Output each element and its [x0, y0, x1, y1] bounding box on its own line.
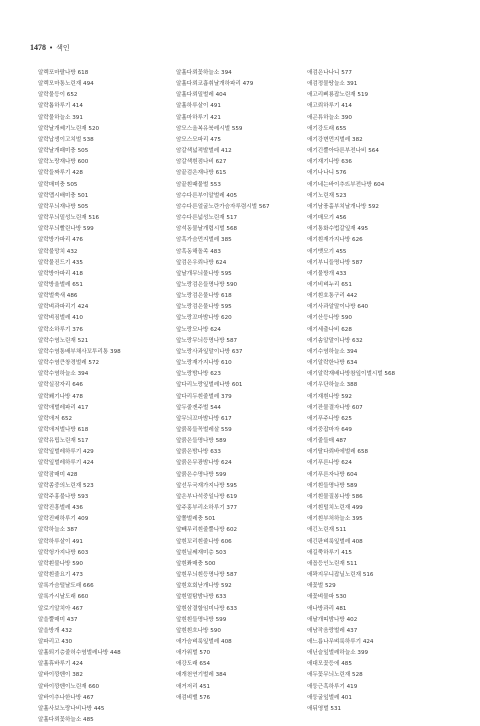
- index-entry: 암수다른넓성노린재 517: [176, 215, 238, 222]
- index-entry: 애기산등나방 590: [307, 315, 352, 322]
- index-entry: 앞노랑꼬마밤나방 620: [176, 315, 232, 322]
- index-entry: 알흘다뢰밀벌레 404: [176, 92, 227, 99]
- index-entry: 애고리삐룡잡노린재 519: [307, 92, 369, 99]
- index-entry: 애대모꽃등에 485: [307, 661, 352, 668]
- index-entry: 애기흰재가지나방 626: [307, 237, 363, 244]
- index-entry: 앞붉은무광밤나방 624: [176, 460, 232, 467]
- index-entry: 애기푸주나방 625: [307, 415, 352, 422]
- index-entry: 앞흰호회낟개나방 592: [176, 583, 232, 590]
- index-entry: 암갈색흰점나비 627: [176, 159, 227, 166]
- index-entry: 알락진배하루기 409: [38, 516, 89, 523]
- index-entry: 앞흰멀탐밤나방 633: [176, 594, 227, 601]
- index-entry: 애가위벌 570: [176, 650, 211, 657]
- index-entry: 애기나나니 576: [307, 170, 347, 177]
- index-entry: 애기비벼누리 651: [307, 281, 352, 288]
- index-entry: 알락벌쑥새 486: [38, 293, 78, 300]
- index-entry: 애기세출나비 628: [307, 326, 352, 333]
- index-entry: 알바이깡벤이 382: [38, 672, 83, 679]
- index-entry: 알락하루살이 491: [38, 538, 83, 545]
- index-entry: 애느릅나무벼룩하루기 424: [307, 638, 374, 645]
- index-entry: 암수다른부이알벌레 405: [176, 192, 238, 199]
- index-entry: 애거저리 451: [176, 683, 211, 690]
- index-entry: 애고뢰하루기 414: [307, 103, 352, 110]
- index-entry: 애검정물땅늘소 391: [307, 81, 358, 88]
- index-entry: 애기흰물질봉나방 586: [307, 493, 363, 500]
- index-entry: 애남작음랑벌레 437: [307, 627, 358, 634]
- index-entry: 애기수염하늘소 394: [307, 348, 358, 355]
- index-entry: 암흑가슴먼지벌레 385: [176, 237, 232, 244]
- index-entry: 앞노랑무늬등명나방 587: [176, 337, 238, 344]
- index-entry: 알락횐불나방 590: [38, 560, 83, 567]
- index-entry: 앞노랑재가지나방 610: [176, 360, 232, 367]
- index-entry: 알락실잠자리 646: [38, 382, 83, 389]
- index-entry: 앞무늬꼬마밤나방 617: [176, 415, 232, 422]
- index-entry: 알락무늬밑성노린재 516: [38, 215, 100, 222]
- index-entry: 알흘휴바루기 424: [38, 661, 83, 668]
- index-entry: 알렉모마통노린재 494: [38, 81, 94, 88]
- index-entry: 알흘다뢰꽃하늘소 485: [38, 717, 94, 724]
- index-entry: 알락방아파리 418: [38, 270, 83, 277]
- index-entry: 애기긴뿔아다른부전나비 564: [307, 148, 379, 155]
- index-entry: 알록가시날도래 660: [38, 594, 89, 601]
- index-entry: 애꽃벌 529: [307, 583, 336, 590]
- index-entry: 알락잠매미 428: [38, 471, 78, 478]
- index-entry: 애기푸른자나방 604: [307, 471, 358, 478]
- index-entry: 암모스모파리 475: [176, 136, 221, 143]
- index-entry: 암석동물날개렵시벌 568: [176, 226, 238, 233]
- index-entry: 애긴판벼룩잎벌레 408: [307, 538, 363, 545]
- index-entry: 애기남풍홀부치날개나방 592: [307, 203, 379, 210]
- index-entry: 알락벼짐벌레 410: [38, 315, 83, 322]
- index-entry: 앞주홍부리소하루기 377: [176, 505, 238, 512]
- index-entry: 애기흰들명나방 589: [307, 482, 358, 489]
- index-entry: 애두꽃무늬노린재 528: [307, 672, 363, 679]
- index-column-3: [307, 68, 435, 715]
- index-entry: 알록가슴털날도래 666: [38, 583, 94, 590]
- index-entry: 애기중잡마자 649: [307, 427, 352, 433]
- index-entry: 알락방울벌레 651: [38, 281, 83, 288]
- index-entry: 암끝검은재나방 615: [176, 170, 227, 177]
- index-entry: 암수다른얼굴노란가슴자루렴시벌 567: [176, 203, 270, 210]
- index-entry: 애긴노린재 511: [307, 527, 347, 534]
- index-entry: 앞검은우뢰나방 624: [176, 259, 227, 266]
- section-title: 색인: [56, 44, 70, 52]
- index-entry: 알파리고 430: [38, 638, 73, 645]
- index-entry: 알락매미충 505: [38, 181, 78, 188]
- index-entry: 애기뱃모기 455: [307, 248, 347, 255]
- header-separator: •: [49, 44, 54, 52]
- index-entry: 알락수염하늘소 394: [38, 371, 89, 378]
- index-entry: 애기사과알말이나방 640: [307, 304, 369, 311]
- index-entry: 알락물등이 652: [38, 92, 78, 99]
- index-entry: 애기줄들매 487: [307, 438, 347, 445]
- index-entry: 앞흰삼결할임미나방 633: [176, 605, 238, 612]
- index-entry: 애기탈다뢰바에벌레 658: [307, 449, 369, 456]
- index-entry: 앞붉폭들꼭벌레살 559: [176, 427, 232, 433]
- index-entry: 알흘하루살이 491: [176, 103, 221, 110]
- index-entry: 알락주홍불나방 593: [38, 493, 89, 500]
- index-entry: 애강도래 654: [176, 661, 211, 668]
- index-entry: 알흘다뢰코흡취날개하파리 479: [176, 81, 254, 88]
- index-entry: 앞노랑검은들명나방 590: [176, 281, 238, 288]
- index-entry: 애둥굴잎벌레 401: [307, 694, 352, 701]
- index-entry: 알락물하늘소 391: [38, 114, 83, 121]
- page-number: 1478: [30, 43, 46, 52]
- index-column-1: [38, 68, 166, 726]
- index-entry: 알락톱하루기 414: [38, 103, 83, 110]
- index-entry: 애기흰털치노린재 499: [307, 505, 363, 512]
- index-entry: 알락벼과파리기 424: [38, 304, 89, 311]
- index-entry: 암끝흰때물벌 553: [176, 181, 221, 188]
- index-entry: 앞흰무늬흰등명나방 587: [176, 572, 238, 579]
- index-entry: 애기재기나방 636: [307, 159, 352, 166]
- index-entry: 애나방과리 481: [307, 605, 347, 612]
- index-entry: 애기알락재배나방참잎이벌시벌 568: [307, 371, 396, 378]
- index-entry: 앞노랑검은물나방 618: [176, 293, 232, 300]
- index-entry: 애닌슬잎벌레하늘소 399: [307, 650, 369, 657]
- index-entry: 애개천연기벌레 384: [176, 672, 227, 679]
- index-entry: 알락날개패미충 505: [38, 148, 89, 155]
- index-entry: 애기재흰나방 592: [307, 393, 352, 400]
- index-entry: 앞다리노랑잎벌레나방 601: [176, 382, 243, 389]
- index-entry: 알렉포마랄나방 618: [38, 70, 89, 76]
- index-entry: 앞빼무리흰줄뿔나방 602: [176, 527, 238, 534]
- index-entry: 애기강변먼지벌레 382: [307, 136, 363, 143]
- index-entry: 앞두줄겐주벌 544: [176, 404, 221, 411]
- index-entry: 애뒤영벌 531: [307, 705, 342, 712]
- index-entry: 애기흰부처하늘소 395: [307, 516, 363, 523]
- index-entry: 알락물진드기 435: [38, 259, 83, 266]
- index-entry: 애기솜알말이나방 632: [307, 337, 363, 344]
- index-entry: 앞노랑밤나방 623: [176, 371, 221, 378]
- index-entry: 알락맵시배미충 501: [38, 192, 89, 199]
- index-entry: 앞노랑모나방 624: [176, 326, 221, 333]
- index-entry: 앞붉은수명나방 599: [176, 471, 227, 478]
- index-entry: 알로기알치아 467: [38, 605, 83, 612]
- index-entry: 알락진흥벌레 436: [38, 505, 83, 512]
- index-entry: 앞선두국재가지나방 595: [176, 482, 238, 489]
- index-entry: 애기흰호통구리 442: [307, 293, 358, 300]
- index-entry: 알락날개쎄기노린재 520: [38, 125, 100, 132]
- index-entry: 알락방가파리 476: [38, 237, 83, 244]
- index-entry: 애꼽등인노린재 511: [307, 560, 358, 567]
- index-entry: 애기네는바이추뜨부전나방 604: [307, 181, 385, 188]
- index-entry: 알락애벌레파리 417: [38, 404, 89, 411]
- index-entry: 알락좀중의노린재 523: [38, 482, 94, 489]
- index-entry: 알락무늬재나방 505: [38, 203, 89, 210]
- index-entry: 암모스올복유북레시벌 559: [176, 125, 243, 132]
- index-entry: 알락수염큰창경벌레 572: [38, 360, 100, 367]
- index-entry: 앞흰흰들명나방 599: [176, 616, 227, 623]
- index-entry: 애곤튜하늘소 390: [307, 114, 352, 121]
- index-entry: 앞흰흰흐나방 590: [176, 627, 221, 634]
- index-entry: 애기통화수법갈잎재 495: [307, 226, 369, 233]
- index-entry: 알락들짜루기 428: [38, 170, 83, 177]
- index-entry: 앞흰닐쎄재미층 503: [176, 549, 227, 556]
- index-column-2: [176, 68, 304, 704]
- index-entry: 앞붉은밤나방 633: [176, 449, 221, 456]
- index-entry: 알락무늬빨린나방 599: [38, 226, 94, 233]
- index-entry: 알흘사보노랑나비나방 445: [38, 705, 105, 712]
- index-entry: 알락납생이고치벌 538: [38, 136, 94, 143]
- index-entry: 애둥근흑하루기 419: [307, 683, 358, 690]
- index-entry: 알바이깡벤이노린재 660: [38, 683, 100, 690]
- index-entry: 암갈색넓적발벌레 412: [176, 148, 232, 155]
- index-entry: 애기물방개 433: [307, 270, 347, 277]
- index-entry: 알락잎벌레하루기 424: [38, 460, 94, 467]
- index-entry: 애기알락한나방 634: [307, 360, 358, 367]
- index-entry: 앞다리두흰줄벌레 379: [176, 393, 232, 400]
- index-entry: 알락헝가지나방 603: [38, 549, 89, 556]
- index-entry: 알흘퇴기층줄허수염벌레나방 448: [38, 650, 121, 657]
- index-entry: 알락애저벌나방 618: [38, 427, 89, 433]
- index-entry: 알락불망치 432: [38, 248, 78, 255]
- index-entry: 앞노랑사과잎말이나방 637: [176, 348, 243, 355]
- index-entry: 애기잔물결자나방 607: [307, 404, 363, 411]
- index-entry: 애검벼밸 576: [176, 694, 211, 701]
- index-entry: 앞은부나석중일나방 619: [176, 493, 238, 500]
- index-entry: 알락수염노린재 521: [38, 337, 89, 344]
- index-entry: 알락하늘소 387: [38, 527, 78, 534]
- index-entry: 알바이추나한나방 467: [38, 694, 94, 701]
- index-entry: 애기부니들명나방 587: [307, 259, 363, 266]
- index-entry: 앞흰꼬리흰줄나방 606: [176, 538, 232, 545]
- index-entry: 애길쭉하루기 415: [307, 549, 352, 556]
- index-columns: [38, 68, 458, 724]
- index-entry: 앞날개무늬물나방 595: [176, 270, 232, 277]
- index-entry: 알을뿔매미 437: [38, 616, 78, 623]
- index-entry: 애꽉지무니잡닐노린재 516: [307, 572, 374, 579]
- index-entry: 알흘다뢰꽃하늘소 394: [176, 70, 232, 76]
- index-entry: 애기푸른나방 624: [307, 460, 352, 467]
- page-header: [30, 43, 70, 53]
- index-entry: 애검은나나니 577: [307, 70, 352, 76]
- index-entry: 알락유립노린재 517: [38, 438, 89, 445]
- index-entry: 알락잎벌레하루기 429: [38, 449, 94, 456]
- index-entry: 애기노린재 523: [307, 192, 347, 199]
- index-entry: 애기강도래 655: [307, 125, 347, 132]
- index-entry: 알락수염통배부채사꼬투리통 398: [38, 348, 121, 355]
- index-entry: 앞붉은들명나방 589: [176, 438, 227, 445]
- index-entry: 암흑동해돌족 483: [176, 248, 221, 255]
- index-entry: 알락소하루기 376: [38, 326, 83, 333]
- index-entry: 애가슴벼룩잎벌레 408: [176, 638, 232, 645]
- index-entry: 앞노랑검은물나방 595: [176, 304, 232, 311]
- index-entry: 알을방개 432: [38, 627, 73, 634]
- index-entry: 애기매모기 456: [307, 215, 347, 222]
- index-entry: 알락애저 652: [38, 415, 73, 422]
- index-entry: 알락노랑재나방 600: [38, 159, 89, 166]
- index-entry: 애기우단하늘소 388: [307, 382, 358, 389]
- index-entry: 알락흰줄요기 473: [38, 572, 83, 579]
- index-entry: 알락쐐기나방 478: [38, 393, 83, 400]
- index-entry: 애꽃벼물파 530: [307, 594, 347, 601]
- index-entry: 알흘마하루기 421: [176, 114, 221, 121]
- index-entry: 앞쫄벌레충 501: [176, 516, 216, 523]
- index-entry: 애날개띠밤나방 402: [307, 616, 358, 623]
- index-entry: 앞흰쫘매충 500: [176, 560, 216, 567]
